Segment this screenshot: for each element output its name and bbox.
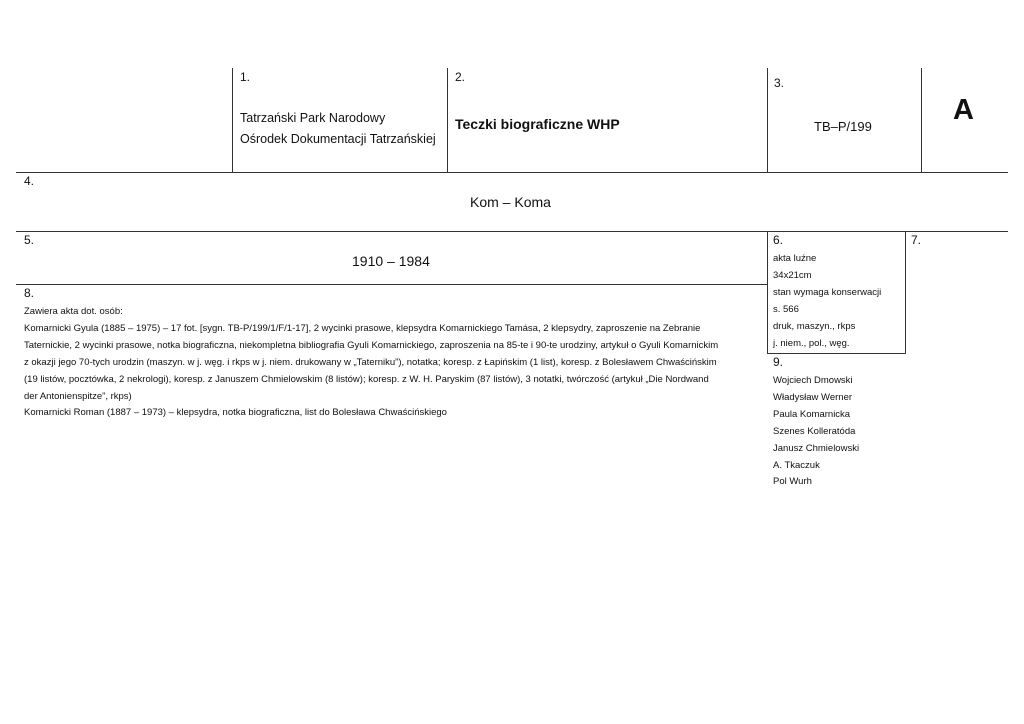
divider-header-bottom xyxy=(16,172,1008,173)
divider-field4-bottom xyxy=(16,231,1008,232)
person-name: Pol Wurh xyxy=(773,476,812,487)
contents-line: der Antonienspitze”, rkps) xyxy=(24,391,132,402)
physical-description-line: akta luźne xyxy=(773,253,817,264)
physical-description-line: s. 566 xyxy=(773,304,799,315)
field8-number: 8. xyxy=(24,286,35,300)
contents-line: z okazji jego 70-tych urodzin (maszyn. w j. węg. i rkps w j. niem. drukowany w „Taterniku”), notatka; koresp. z Łapińskim (1 list), koresp. z Bolesławem Chwaścińskim xyxy=(24,357,717,368)
institution-name: Tatrzański Park Narodowy xyxy=(240,111,386,125)
physical-description-line: 34x21cm xyxy=(773,270,812,281)
contents-line: Taternickie, 2 wycinki prasowe, notka biograficzna, niekompletna bibliografia Gyuli Komarnickiego, zaproszenia na 85-te i 90-te urodziny, artykuł o Gyuli Komarnickim xyxy=(24,340,719,351)
physical-description-line: druk, maszyn., rkps xyxy=(773,321,856,332)
name-range: Kom – Koma xyxy=(470,194,551,210)
contents-line: Komarnicki Gyula (1885 – 1975) – 17 fot. [sygn. TB-P/199/1/F/1-17], 2 wycinki prasowe, klepsydra Komarnickiego Tamása, 2 klepsydry, zaproszenie na Zebranie xyxy=(24,323,701,334)
field6-number: 6. xyxy=(773,233,784,247)
collection-title: Teczki biograficzne WHP xyxy=(455,116,620,132)
person-name: Władysław Werner xyxy=(773,392,853,403)
category-letter: A xyxy=(953,94,974,126)
divider-col4-left xyxy=(921,68,922,172)
field1-number: 1. xyxy=(240,70,251,84)
divider-col3-left xyxy=(767,68,768,172)
person-name: A. Tkaczuk xyxy=(773,460,820,471)
divider-field6-left xyxy=(767,231,768,353)
field4-number: 4. xyxy=(24,174,35,188)
date-range: 1910 – 1984 xyxy=(352,253,430,269)
divider-col2-left xyxy=(447,68,448,172)
person-name: Paula Komarnicka xyxy=(773,409,851,420)
institution-department: Ośrodek Dokumentacji Tatrzańskiej xyxy=(240,132,436,146)
field3-number: 3. xyxy=(774,76,785,90)
physical-description-line: j. niem., pol., węg. xyxy=(773,338,850,349)
field2-number: 2. xyxy=(455,70,466,84)
divider-field7-left xyxy=(905,231,906,353)
contents-line: Zawiera akta dot. osób: xyxy=(24,306,123,317)
field5-number: 5. xyxy=(24,233,35,247)
field9-number: 9. xyxy=(773,355,784,369)
physical-description-line: stan wymaga konserwacji xyxy=(773,287,882,298)
field7-number: 7. xyxy=(911,233,922,247)
contents-line: (19 listów, pocztówka, 2 nekrologi), koresp. z Januszem Chmielowskim (8 listów); koresp. z W. H. Paryskim (87 listów), 3 notatki, twórczość (artykuł „Die Nordwand xyxy=(24,374,709,385)
person-name: Janusz Chmielowski xyxy=(773,443,860,454)
divider-col1-left xyxy=(232,68,233,172)
person-name: Szenes Kolleratóda xyxy=(773,426,856,437)
person-name: Wojciech Dmowski xyxy=(773,375,853,386)
divider-field5-bottom xyxy=(16,284,767,285)
divider-field6-bottom xyxy=(767,353,906,354)
contents-line: Komarnicki Roman (1887 – 1973) – klepsydra, notka biograficzna, list do Bolesława Chwaścińskiego xyxy=(24,407,447,418)
signature-code: TB–P/199 xyxy=(814,119,872,134)
